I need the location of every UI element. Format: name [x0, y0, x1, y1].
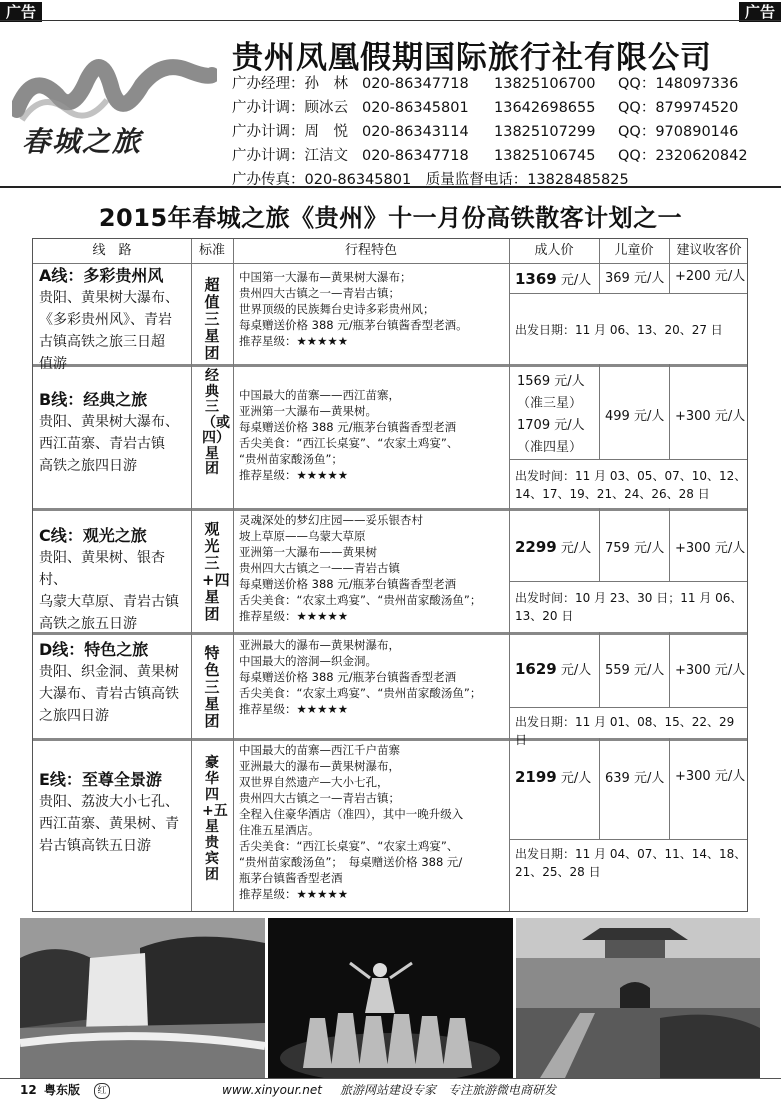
adult-price-b	[517, 371, 585, 459]
suggested-price-e: +300 元/人	[675, 769, 746, 784]
route-cell-c	[39, 525, 189, 635]
contact-mobile: 13825106700	[494, 76, 596, 92]
departure-line: 14、17、19、21、24、26、28 日	[515, 487, 710, 501]
feature-line: 住准五星酒店。	[239, 823, 320, 837]
feature-line: 推荐星级：★★★★★	[239, 468, 349, 482]
col-divider	[599, 738, 600, 840]
route-desc: 贵阳、黄果树大瀑布、	[39, 414, 179, 430]
feature-line: 灵魂深处的梦幻庄园——妥乐银杏村	[239, 513, 423, 527]
route-title: D线：特色之旅	[39, 640, 149, 659]
departure-a	[515, 321, 745, 339]
top-divider	[0, 20, 781, 21]
feature-line: 亚洲第一大瀑布—黄果树。	[239, 404, 377, 418]
contact-qq: QQ：879974520	[618, 100, 739, 116]
row-divider	[33, 263, 747, 264]
departure-line: 出发时间：11 月 03、05、07、10、12、	[515, 469, 747, 483]
feature-line: 瓶茅台镇酱香型老酒	[239, 871, 343, 885]
adult-price-value: 1629	[515, 660, 557, 678]
route-title: E线：至尊全景游	[39, 770, 162, 789]
feature-line: “贵州苗家酸汤鱼”；	[239, 452, 343, 466]
route-desc: 《多彩贵州风》、青岩	[39, 312, 172, 328]
route-desc: 大瀑布、青岩古镇高铁	[39, 686, 179, 702]
route-desc: 岩古镇高铁五日游	[39, 838, 151, 854]
feature-line: 亚洲最大的瀑布—黄果树瀑布，	[239, 638, 400, 652]
waterfall-photo	[20, 918, 265, 1078]
route-desc: 西江苗寨、黄果树、青	[39, 816, 179, 832]
adult-price-value: 2199	[515, 768, 557, 786]
contact-role: 广办计调：周 悦	[232, 124, 348, 140]
contact-qq: QQ：2320620842	[618, 148, 748, 164]
standard-e: 豪华四+五星贵宾团	[202, 755, 228, 883]
adult-price-unit: 元/人	[560, 273, 592, 288]
price-divider	[509, 293, 747, 294]
col-divider	[669, 508, 670, 582]
edition-badge: 红	[94, 1083, 110, 1099]
contact-list	[232, 72, 777, 192]
feature-line: 贵州四大古镇之一—青岩古镇；	[239, 791, 400, 805]
route-desc: 高铁之旅四日游	[39, 458, 137, 474]
header-divider	[0, 186, 781, 188]
dance-performance-photo	[268, 918, 513, 1078]
standard-c: 观光三+四星团	[202, 520, 230, 623]
feature-line: 舌尖美食：“西江长桌宴”、“农家土鸡宴”、	[239, 839, 459, 853]
route-title: B线：经典之旅	[39, 390, 148, 409]
feature-line: 每桌赠送价格 388 元/瓶茅台镇酱香型老酒	[239, 577, 457, 591]
child-price-d: 559 元/人	[605, 663, 665, 678]
fax-row	[232, 168, 777, 192]
feature-line: 坡上草原——乌蒙大草原	[239, 529, 366, 543]
contact-phone: 020-86343114	[362, 124, 469, 140]
suggested-price-b: +300 元/人	[675, 409, 746, 424]
agency-logo	[12, 40, 217, 175]
logo-text: 春城之旅	[22, 125, 143, 158]
features-c	[239, 512, 507, 624]
price-divider	[509, 459, 747, 460]
suggested-price-a: +200 元/人	[675, 269, 746, 284]
col-divider	[669, 738, 670, 840]
features-d	[239, 637, 507, 717]
departure-d	[515, 713, 747, 749]
col-divider	[509, 239, 510, 911]
feature-line: 中国第一大瀑布—黄果树大瀑布；	[239, 270, 412, 284]
feature-line: 每桌赠送价格 388 元/瓶茅台镇酱香型老酒。	[239, 318, 468, 332]
adult-price-a	[515, 269, 591, 291]
adult-price-value: 1369	[515, 270, 557, 288]
departure-line: 出发日期：11 月 06、13、20、27 日	[515, 323, 723, 337]
contact-role: 广办经理：孙 林	[232, 76, 348, 92]
feature-line: “贵州苗家酸汤鱼”； 每桌赠送价格 388 元/	[239, 855, 463, 869]
standard-a: 超值三星团	[204, 276, 220, 362]
footer-slogan: 旅游网站建设专家 专注旅游微电商研发	[340, 1083, 557, 1097]
feature-line: 舌尖美食：“农家土鸡宴”、“贵州苗家酸汤鱼”；	[239, 686, 482, 700]
features-a	[239, 269, 507, 349]
route-desc: 古镇高铁之旅三日超	[39, 334, 165, 350]
page-title: 2015年春城之旅《贵州》十一月份高铁散客计划之一	[98, 204, 683, 232]
feature-line: 每桌赠送价格 388 元/瓶茅台镇酱香型老酒	[239, 670, 457, 684]
header-features: 行程特色	[344, 243, 397, 258]
departure-line: 21、25、28 日	[515, 865, 601, 879]
col-divider	[599, 508, 600, 582]
route-title: A线：多彩贵州风	[39, 266, 164, 285]
ad-tag-right: 广告	[739, 2, 781, 22]
contact-phone: 020-86345801	[362, 100, 469, 116]
feature-line: 亚洲最大的瀑布—黄果树瀑布，	[239, 759, 400, 773]
page-footer	[0, 1080, 781, 1100]
feature-line: 贵州四大古镇之一——青岩古镇	[239, 561, 400, 575]
feature-line: 推荐星级：★★★★★	[239, 334, 349, 348]
adult-price-line: （准四星）	[517, 440, 583, 455]
feature-line: 世界顶级的民族舞台史诗多彩贵州风；	[239, 302, 435, 316]
departure-line: 13、20 日	[515, 609, 574, 623]
departure-b	[515, 467, 747, 503]
adult-price-e	[515, 767, 591, 789]
suggested-price-d: +300 元/人	[675, 663, 746, 678]
header-adult-price: 成人价	[534, 243, 574, 258]
header-route: 线 路	[92, 243, 132, 258]
col-divider	[233, 239, 234, 911]
price-divider	[509, 707, 747, 708]
contact-phone: 020-86347718	[362, 76, 469, 92]
contact-qq: QQ：148097336	[618, 76, 739, 92]
adult-price-d	[515, 659, 591, 681]
header-suggested-price: 建议收客价	[676, 243, 742, 258]
col-divider	[599, 632, 600, 708]
footer-divider	[0, 1078, 781, 1079]
ancient-town-photo	[516, 918, 760, 1078]
contact-role: 广办计调：顾冰云	[232, 100, 348, 116]
ad-tag-left: 广告	[0, 2, 42, 22]
contact-row	[232, 72, 777, 96]
route-desc: 贵阳、荔波大小七孔、	[39, 794, 179, 810]
departure-line: 出发时间：10 月 23、30 日；11 月 06、	[515, 591, 743, 605]
adult-price-unit: 元/人	[560, 541, 592, 556]
feature-line: 舌尖美食：“西江长桌宴”、“农家土鸡宴”、	[239, 436, 459, 450]
feature-line: 贵州四大古镇之一—青岩古镇；	[239, 286, 400, 300]
feature-line: 双世界自然遗产—大小七孔，	[239, 775, 389, 789]
feature-line: 全程入住豪华酒店（准四），其中一晚升级入	[239, 807, 464, 821]
feature-line: 中国最大的苗寨——西江苗寨，	[239, 388, 400, 402]
suggested-price-c: +300 元/人	[675, 541, 746, 556]
adult-price-c	[515, 537, 591, 559]
col-divider	[599, 364, 600, 460]
feature-line: 亚洲第一大瀑布——黄果树	[239, 545, 377, 559]
adult-price-line: 1569 元/人	[517, 374, 585, 389]
child-price-e: 639 元/人	[605, 771, 665, 786]
route-desc: 西江苗寨、青岩古镇	[39, 436, 165, 452]
col-divider	[669, 632, 670, 708]
company-name: 贵州凤凰假期国际旅行社有限公司	[232, 40, 712, 76]
col-divider	[669, 239, 670, 294]
child-price-a: 369 元/人	[605, 271, 665, 286]
adult-price-unit: 元/人	[560, 663, 592, 678]
website-link[interactable]: www.xinyour.net	[222, 1083, 322, 1097]
contact-row	[232, 96, 777, 120]
route-cell-a	[39, 265, 189, 375]
route-title: C线：观光之旅	[39, 526, 147, 545]
route-desc: 高铁之旅五日游	[39, 616, 137, 632]
contact-qq: QQ：970890146	[618, 124, 739, 140]
route-desc: 值游	[39, 356, 67, 372]
contact-row	[232, 120, 777, 144]
feature-line: 中国最大的苗寨—西江千户苗寨	[239, 743, 400, 757]
departure-line: 出发日期：11 月 04、07、11、14、18、	[515, 847, 747, 861]
feature-line: 每桌赠送价格 388 元/瓶茅台镇酱香型老酒	[239, 420, 457, 434]
fax-line: 广办传真：020-86345801 质量监督电话：13828485825	[232, 172, 629, 188]
adult-price-unit: 元/人	[560, 771, 592, 786]
route-desc: 贵阳、织金洞、黄果树	[39, 664, 179, 680]
contact-mobile: 13825107299	[494, 124, 596, 140]
route-desc: 贵阳、黄果树大瀑布、	[39, 290, 179, 306]
standard-b: 经典三（或四）星团	[202, 368, 230, 477]
feature-line: 推荐星级：★★★★★	[239, 702, 349, 716]
departure-line: 出发日期：11 月 01、08、15、22、29 日	[515, 715, 735, 747]
contact-mobile: 13825106745	[494, 148, 596, 164]
features-b	[239, 387, 507, 483]
page-number: 12	[20, 1083, 37, 1097]
child-price-c: 759 元/人	[605, 541, 665, 556]
feature-line: 推荐星级：★★★★★	[239, 609, 349, 623]
header-child-price: 儿童价	[614, 243, 654, 258]
adult-price-value: 2299	[515, 538, 557, 556]
price-divider	[509, 839, 747, 840]
col-divider	[191, 239, 192, 911]
adult-price-line: （准三星）	[517, 396, 583, 411]
feature-line: 中国最大的溶洞—织金洞。	[239, 654, 377, 668]
features-e	[239, 742, 507, 902]
contact-phone: 020-86347718	[362, 148, 469, 164]
col-divider	[599, 239, 600, 294]
route-cell-d	[39, 639, 189, 727]
header-standard: 标准	[198, 243, 225, 258]
price-divider	[509, 581, 747, 582]
photo-strip	[20, 918, 760, 1078]
row-divider	[33, 508, 747, 511]
edition-label: 粤东版	[44, 1083, 81, 1097]
contact-row	[232, 144, 777, 168]
route-cell-e	[39, 769, 189, 857]
col-divider	[669, 364, 670, 460]
route-desc: 之旅四日游	[39, 708, 109, 724]
route-cell-b	[39, 389, 189, 477]
standard-d: 特色三星团	[204, 644, 220, 730]
feature-line: 推荐星级：★★★★★	[239, 887, 349, 901]
route-desc: 乌蒙大草原、青岩古镇	[39, 594, 179, 610]
feature-line: 舌尖美食：“农家土鸡宴”、“贵州苗家酸汤鱼”；	[239, 593, 482, 607]
contact-role: 广办计调：江洁文	[232, 148, 348, 164]
child-price-b: 499 元/人	[605, 409, 665, 424]
itinerary-table	[32, 238, 748, 912]
departure-c	[515, 589, 747, 625]
departure-e	[515, 845, 747, 881]
contact-mobile: 13642698655	[494, 100, 596, 116]
adult-price-line: 1709 元/人	[517, 418, 585, 433]
route-desc: 贵阳、黄果树、银杏村、	[39, 550, 165, 588]
